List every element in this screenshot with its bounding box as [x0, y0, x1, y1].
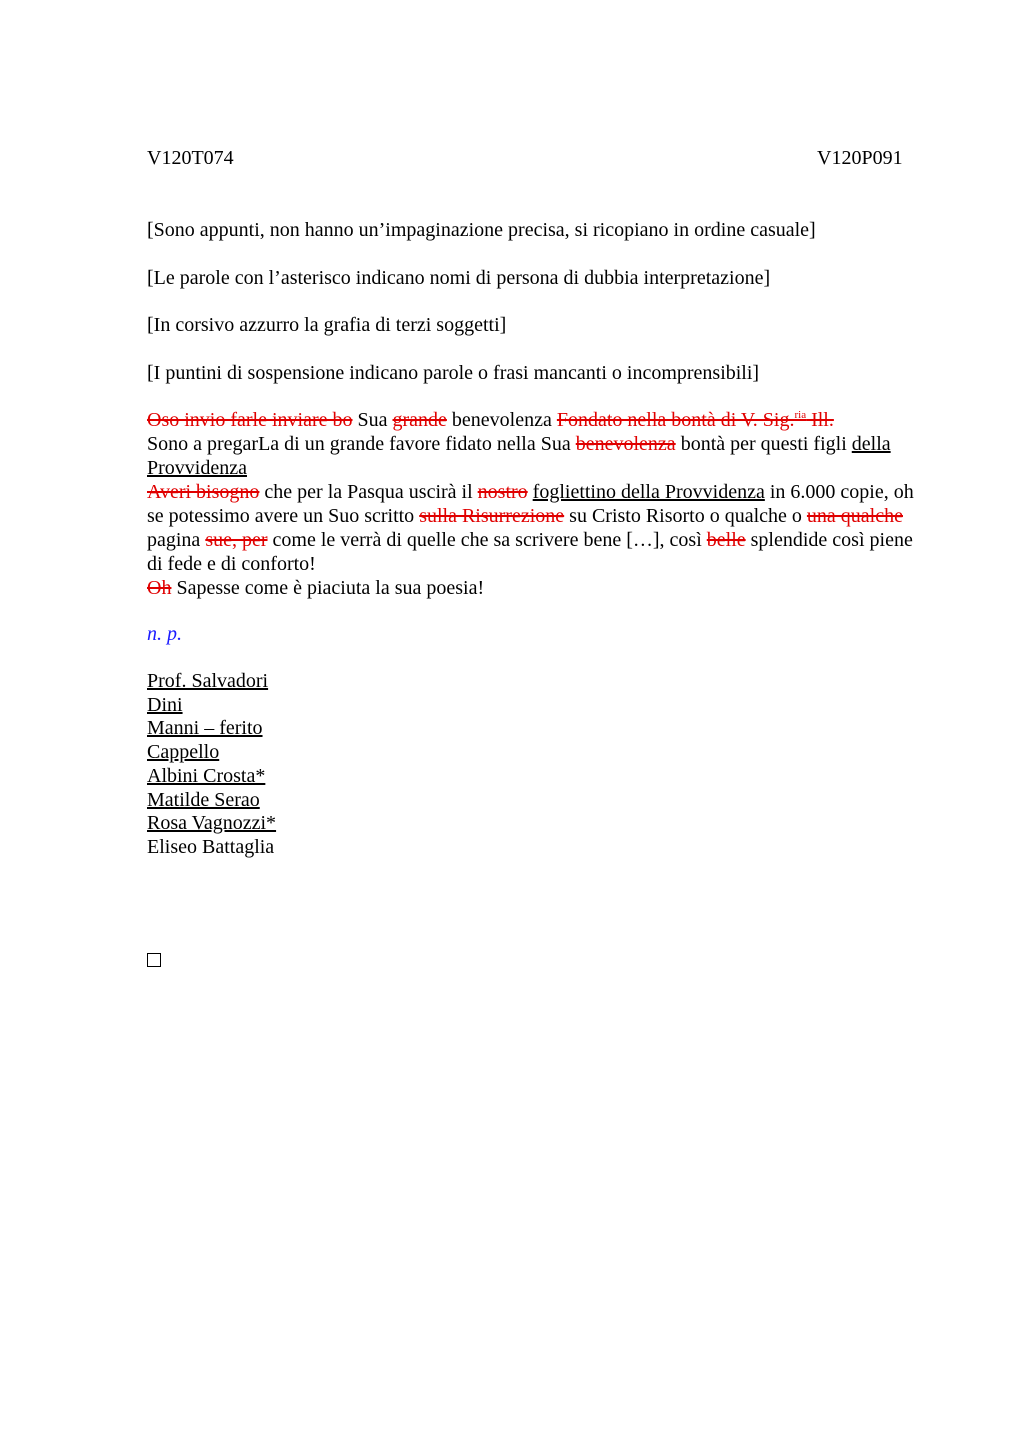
deleted-text: grande	[392, 409, 447, 431]
name-item: Prof. Salvadori	[147, 670, 269, 692]
letter-text: in 6.000 copie, oh se potessimo avere un Suo scritto	[147, 481, 914, 527]
letter-text: Sapesse come è piaciuta la sua poesia!	[171, 577, 485, 599]
editorial-note: [Sono appunti, non hanno un’impaginazione precisa, si ricopiano in ordine casuale]	[147, 219, 816, 241]
letter-line	[147, 408, 932, 432]
checkbox-square-icon	[147, 953, 161, 967]
document-code-right: V120P091	[817, 147, 903, 169]
deleted-text: benevolenza	[575, 433, 676, 455]
deleted-text: Oso invio farle inviare bo	[147, 409, 353, 431]
deleted-text: una qualche	[806, 505, 903, 527]
letter-text: pagina	[147, 529, 206, 551]
document-code-left: V120T074	[147, 147, 234, 169]
letter-line	[147, 576, 932, 600]
third-party-note: n. p.	[147, 623, 182, 645]
letter-line	[147, 480, 932, 576]
letter-text: Sua	[352, 409, 393, 431]
letter-draft	[147, 408, 932, 600]
name-item: Manni – ferito	[147, 717, 263, 740]
deleted-text	[557, 409, 834, 431]
deleted-text: belle	[706, 529, 746, 551]
deleted-text: nostro	[477, 481, 528, 503]
letter-text: benevolenza	[446, 409, 557, 431]
name-item: Albini Crosta*	[147, 764, 266, 787]
name-item: Rosa Vagnozzi*	[147, 812, 277, 835]
letter-text: come le verrà di quelle che sa scrivere bene […], così	[267, 529, 707, 551]
deleted-text: Oh	[147, 577, 172, 599]
letter-text: su Cristo Risorto o qualche o	[564, 505, 807, 527]
letter-line	[147, 432, 932, 480]
editorial-note: [In corsivo azzurro la grafia di terzi soggetti]	[147, 314, 507, 336]
editorial-note: [I puntini di sospensione indicano parole o frasi mancanti o incomprensibili]	[147, 362, 760, 384]
underlined-text: della Provvidenza	[147, 433, 891, 479]
name-item: Eliseo Battaglia	[147, 835, 275, 858]
letter-text: bontà per questi figli	[675, 433, 852, 455]
name-item: Matilde Serao	[147, 788, 260, 811]
underlined-text: fogliettino della Provvidenza	[532, 481, 765, 503]
letter-text: che per la Pasqua uscirà il	[259, 481, 478, 503]
deleted-text-part: Fondato nella bontà di V. Sig.	[556, 409, 795, 431]
letter-text: Sono a pregarLa di un grande favore fidato nella Sua	[147, 433, 576, 455]
editorial-note: [Le parole con l’asterisco indicano nomi di persona di dubbia interpretazione]	[147, 267, 771, 289]
deleted-text: sulla Risurrezione	[419, 505, 565, 527]
deleted-text: Averi bisogno	[147, 481, 260, 503]
name-item: Dini	[147, 693, 183, 716]
deleted-text: sue, per	[205, 529, 268, 551]
superscript-text: ria	[794, 409, 807, 421]
names-list	[147, 670, 932, 860]
deleted-text-part: Ill.	[806, 409, 834, 431]
name-item: Cappello	[147, 741, 220, 764]
letter-text: splendide così piene di fede e di conforto!	[147, 529, 913, 575]
